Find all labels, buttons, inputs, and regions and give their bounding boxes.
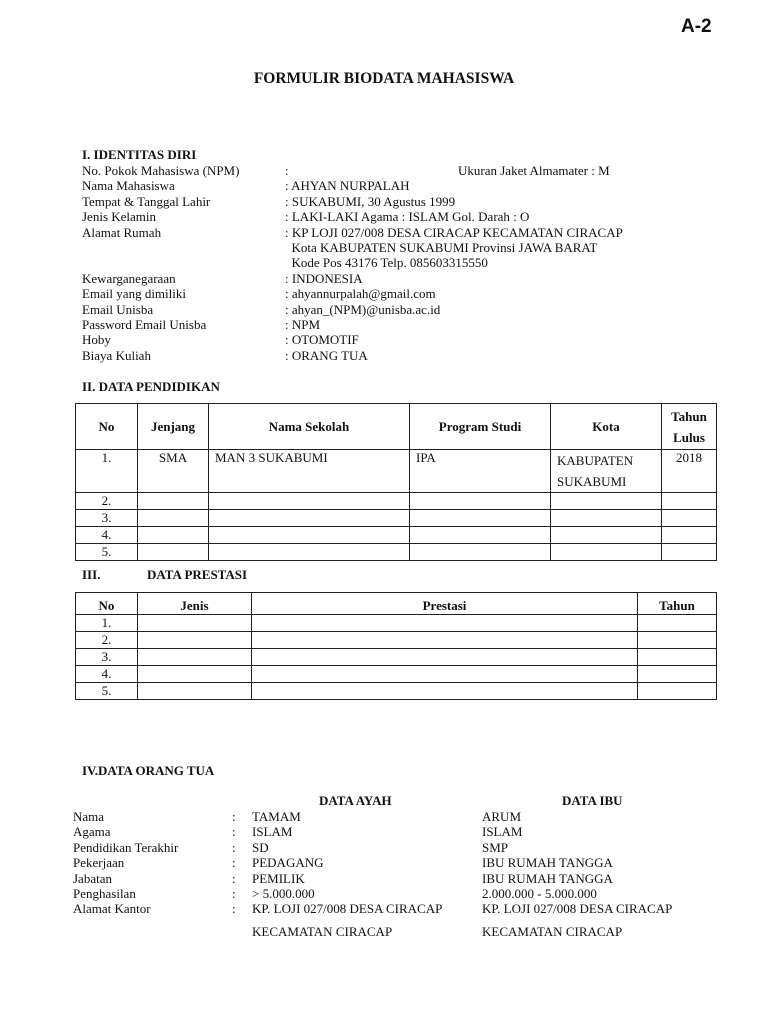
col-header-jenis: Jenis	[138, 593, 252, 615]
col-header-kota: Kota	[551, 404, 662, 450]
cell-empty	[138, 615, 252, 632]
identity-list	[0, 163, 700, 373]
identity-value: Kode Pos 43176 Telp. 085603315550	[285, 255, 488, 271]
cell-empty	[252, 649, 638, 666]
cell-empty	[410, 510, 551, 527]
cell-kota-line1: KABUPATEN	[557, 453, 634, 468]
cell-empty	[138, 649, 252, 666]
ayah-heading: DATA AYAH	[319, 793, 392, 808]
ayah-value: SD	[252, 839, 269, 855]
col-header-program-studi: Program Studi	[410, 404, 551, 450]
identity-label: Tempat & Tanggal Lahir	[82, 193, 211, 209]
parent-colon: :	[232, 839, 236, 855]
cell-empty	[209, 493, 410, 510]
ibu-address-continued: KECAMATAN CIRACAP	[482, 924, 623, 939]
cell-no: 1.	[76, 615, 138, 632]
section-orangtua-heading: IV.DATA ORANG TUA	[82, 763, 215, 778]
ayah-address-continued: KECAMATAN CIRACAP	[252, 924, 393, 939]
cell-empty	[662, 510, 717, 527]
ibu-value: KP. LOJI 027/008 DESA CIRACAP	[482, 901, 673, 917]
section-pendidikan-heading: II. DATA PENDIDIKAN	[82, 379, 220, 394]
cell-no: 5.	[76, 683, 138, 700]
parents-list	[0, 809, 720, 949]
table-row	[76, 510, 717, 527]
col-header-tahun-line2: Lulus	[673, 429, 705, 445]
col-header-tahun-line1: Tahun	[671, 408, 707, 424]
ibu-value: IBU RUMAH TANGGA	[482, 870, 613, 886]
identity-label: Email yang dimiliki	[82, 286, 186, 302]
identity-label: Hoby	[82, 332, 111, 348]
table-row	[76, 666, 717, 683]
identity-value: Kota KABUPATEN SUKABUMI Provinsi JAWA BARAT	[285, 240, 598, 255]
form-title: FORMULIR BIODATA MAHASISWA	[253, 70, 515, 87]
cell-empty	[638, 649, 717, 666]
cell-empty	[138, 510, 209, 527]
parent-colon: :	[232, 901, 236, 917]
cell-no: 1.	[76, 450, 138, 493]
identity-label: No. Pokok Mahasiswa (NPM)	[82, 163, 240, 178]
table-row	[76, 527, 717, 544]
ayah-value: > 5.000.000	[252, 886, 315, 901]
cell-no: 4.	[76, 527, 138, 544]
identity-label: Password Email Unisba	[82, 317, 207, 332]
ibu-value: ARUM	[482, 809, 522, 824]
cell-empty	[551, 510, 662, 527]
parent-label: Penghasilan	[73, 886, 136, 901]
col-header-prestasi: Prestasi	[252, 593, 638, 615]
identity-value: : NPM	[285, 317, 321, 332]
identity-value: : ahyan_(NPM)@unisba.ac.id	[285, 301, 441, 317]
table-row	[76, 450, 717, 493]
parent-colon: :	[232, 809, 236, 824]
table-row	[76, 544, 717, 561]
cell-empty	[138, 527, 209, 544]
section-identitas-heading: I. IDENTITAS DIRI	[82, 147, 197, 162]
identity-label: Alamat Rumah	[82, 224, 162, 240]
cell-no: 3.	[76, 510, 138, 527]
cell-no: 2.	[76, 493, 138, 510]
cell-empty	[138, 493, 209, 510]
col-header-no: No	[76, 593, 138, 615]
document-code: A-2	[681, 16, 712, 37]
cell-nama-sekolah: MAN 3 SUKABUMI	[209, 450, 410, 493]
parent-label: Agama	[73, 824, 111, 840]
cell-empty	[662, 527, 717, 544]
cell-empty	[410, 493, 551, 510]
parent-colon: :	[232, 824, 236, 840]
cell-empty	[662, 493, 717, 510]
cell-empty	[638, 666, 717, 683]
cell-empty	[209, 544, 410, 561]
identity-value: : LAKI-LAKI Agama : ISLAM Gol. Darah : O	[285, 209, 530, 225]
cell-empty	[638, 683, 717, 700]
cell-empty	[252, 683, 638, 700]
identity-value: :	[285, 163, 289, 178]
table-header-row	[76, 404, 717, 450]
cell-empty	[252, 615, 638, 632]
cell-no: 2.	[76, 632, 138, 649]
col-header-tahun-lulus	[662, 404, 717, 450]
cell-tahun: 2018	[662, 450, 717, 493]
identity-value: : SUKABUMI, 30 Agustus 1999	[285, 193, 456, 209]
parent-colon: :	[232, 870, 236, 886]
education-table	[75, 403, 717, 561]
ayah-value: ISLAM	[252, 824, 293, 840]
parent-colon: :	[232, 886, 236, 901]
section-prestasi-heading: DATA PRESTASI	[147, 567, 248, 582]
jacket-size: Ukuran Jaket Almamater : M	[458, 163, 610, 178]
parent-label: Nama	[73, 809, 105, 824]
cell-empty	[638, 632, 717, 649]
cell-empty	[209, 510, 410, 527]
col-header-no: No	[76, 404, 138, 450]
identity-label: Biaya Kuliah	[82, 347, 151, 363]
parent-label: Pekerjaan	[73, 855, 125, 871]
table-row	[76, 649, 717, 666]
achievement-table	[75, 592, 717, 700]
table-row	[76, 615, 717, 632]
table-row	[76, 632, 717, 649]
cell-empty	[138, 666, 252, 683]
ayah-value: KP. LOJI 027/008 DESA CIRACAP	[252, 901, 443, 917]
identity-value: : INDONESIA	[285, 270, 363, 286]
ibu-value: IBU RUMAH TANGGA	[482, 855, 613, 871]
cell-empty	[410, 527, 551, 544]
parent-label: Jabatan	[73, 870, 112, 886]
col-header-nama-sekolah: Nama Sekolah	[209, 404, 410, 450]
ayah-value: PEDAGANG	[252, 855, 324, 871]
cell-empty	[638, 615, 717, 632]
col-header-jenjang: Jenjang	[138, 404, 209, 450]
cell-empty	[138, 544, 209, 561]
cell-empty	[551, 493, 662, 510]
identity-value: : KP LOJI 027/008 DESA CIRACAP KECAMATAN CIRACAP	[285, 224, 623, 240]
cell-no: 4.	[76, 666, 138, 683]
cell-empty	[252, 632, 638, 649]
ibu-value: SMP	[482, 839, 509, 855]
parent-label: Pendidikan Terakhir	[73, 839, 179, 855]
cell-empty	[209, 527, 410, 544]
cell-kota-line2: SUKABUMI	[557, 474, 627, 489]
cell-empty	[662, 544, 717, 561]
table-row	[76, 493, 717, 510]
parent-colon: :	[232, 855, 236, 871]
cell-kota	[551, 450, 662, 493]
cell-empty	[410, 544, 551, 561]
ibu-value: 2.000.000 - 5.000.000	[482, 886, 597, 901]
identity-value: : AHYAN NURPALAH	[285, 178, 410, 194]
cell-empty	[138, 683, 252, 700]
cell-empty	[252, 666, 638, 683]
identity-label: Email Unisba	[82, 301, 154, 317]
identity-value: : ORANG TUA	[285, 347, 368, 363]
cell-jenjang: SMA	[138, 450, 209, 493]
col-header-tahun: Tahun	[638, 593, 717, 615]
table-row	[76, 683, 717, 700]
cell-empty	[551, 544, 662, 561]
table-header-row	[76, 593, 717, 615]
identity-value: : ahyannurpalah@gmail.com	[285, 286, 436, 302]
cell-program-studi: IPA	[410, 450, 551, 493]
ibu-heading: DATA IBU	[562, 793, 623, 808]
ayah-value: TAMAM	[252, 809, 301, 824]
identity-label: Nama Mahasiswa	[82, 178, 175, 194]
identity-label: Jenis Kelamin	[82, 209, 157, 225]
parent-label: Alamat Kantor	[73, 901, 151, 917]
cell-empty	[551, 527, 662, 544]
ayah-value: PEMILIK	[252, 870, 305, 886]
identity-value: : OTOMOTIF	[285, 332, 359, 348]
identity-label: Kewarganegaraan	[82, 270, 176, 286]
ibu-value: ISLAM	[482, 824, 523, 840]
cell-empty	[138, 632, 252, 649]
cell-no: 5.	[76, 544, 138, 561]
section-prestasi-number: III.	[82, 567, 101, 582]
cell-no: 3.	[76, 649, 138, 666]
